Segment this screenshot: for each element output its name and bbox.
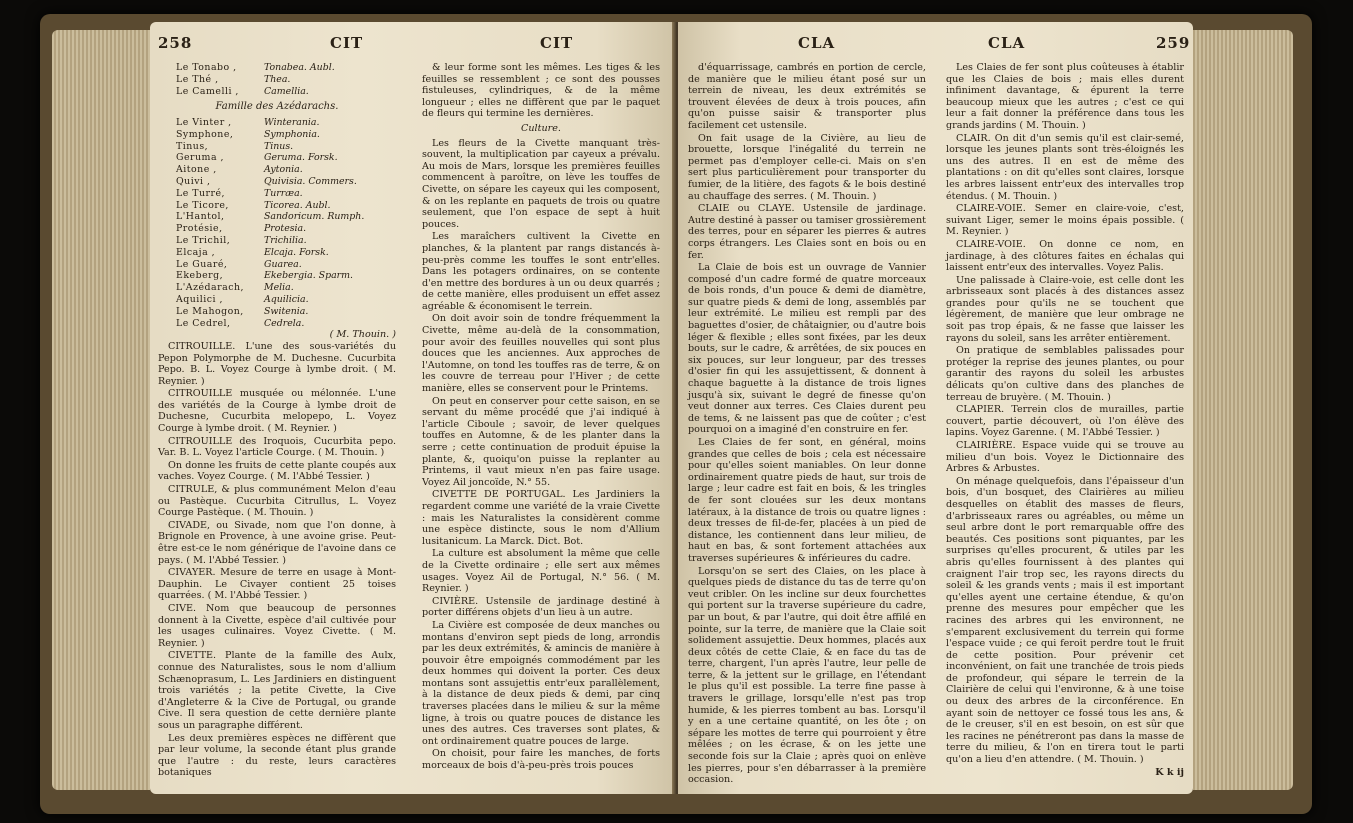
french-name: L'Azédarach, bbox=[176, 282, 244, 294]
latin-name: Melia. bbox=[264, 282, 294, 294]
french-name: Le Tonabo , bbox=[176, 62, 237, 73]
article-paragraph: CIVAYER. Mesure de terre en usage à Mont-Dauphin. Le Civayer contient 25 toises quarrées. ( M. l'Abbé Tessier. ) bbox=[158, 567, 396, 602]
synonym-list-family bbox=[158, 117, 396, 329]
article-paragraph: La Civière est composée de deux manches ou montans d'environ sept pieds de long, arrondis par les deux extrémités, & amincis de manière à pouvoir être empoignés commodément par les deux hommes qui doivent la porter. Ces deux montans sont assujettis entr'eux parallèlement, à la distance de deux pieds & demi, par cinq traverses placées dans le milieu & sur la même ligne, à trois ou quatre pouces de distance les unes des autres. Ces traverses sont plates, & ont ordinairement quatre pouces de large. bbox=[422, 619, 660, 747]
synonym-row bbox=[158, 200, 396, 212]
article-paragraph: & leur forme sont les mêmes. Les tiges & les feuilles se ressemblent ; ce sont des pousses fistuleuses, cylindriques, & de la même longueur ; elles ne diffèrent que par le paquet de fleurs qui termine les dernières. bbox=[422, 62, 660, 120]
latin-name: Geruma. Forsk. bbox=[264, 152, 338, 164]
right-col2-paragraphs bbox=[946, 62, 1184, 766]
left-column-1 bbox=[158, 62, 396, 780]
synonym-row bbox=[158, 318, 396, 330]
synonym-row bbox=[158, 223, 396, 235]
left-page-number: 258 bbox=[158, 34, 193, 52]
synonym-row bbox=[158, 306, 396, 318]
french-name: Le Guaré, bbox=[176, 258, 228, 270]
latin-name: Tonabea. Aubl. bbox=[264, 62, 335, 73]
french-name: Quivi , bbox=[176, 175, 211, 187]
french-name: Le Mahogon, bbox=[176, 305, 244, 317]
french-name: Symphone, bbox=[176, 128, 234, 140]
latin-name: Tinus. bbox=[264, 140, 294, 152]
synonym-row bbox=[158, 282, 396, 294]
signature-mark: K k ij bbox=[1155, 766, 1184, 778]
french-name: Le Cedrel, bbox=[176, 317, 231, 329]
article-paragraph: On peut en conserver pour cette saison, en se servant du même procédé que j'ai indiqué à l'article Ciboule ; savoir, de lever quelques touffes en Automne, & de les planter dans la serre ; cette continuation de produit épuise la plante, &, quoiqu'on puisse la replanter au Printems, il vaut mieux n'en pas faire usage. Voyez Ail joncoïde, N.° 55. bbox=[422, 395, 660, 488]
article-paragraph: Lorsqu'on se sert des Claies, on les place à quelques pieds de distance du tas de terre qu'on veut cribler. On les incline sur deux fourchettes qui portent sur la traverse supérieure du cadre, par un bout, & par l'autre, qui doit être affilé en pointe, sur la terre, de manière que la Claie soit solidement assujettie. Deux hommes, placés aux deux côtés de cette Claie, & en face du tas de terre, chargent, l'un après l'autre, leur pelle de terre, & la jettent sur le grillage, en l'étendant le plus qu'il est possible. La terre fine passe à travers le grillage, lorsqu'elle n'est pas trop humide, & les pierres tombent au bas. Lorsqu'il y en a une certaine quantité, on les ôte ; on sépare les mottes de terre qui pourroient y être mêlées ; on les écrase, & on les jette une seconde fois sur la Claie ; après quoi on enlève les pierres, pour s'en débarrasser à la première occasion. bbox=[688, 565, 926, 786]
article-paragraph: Les deux premières espèces ne diffèrent que par leur volume, la seconde étant plus grande que l'autre : du reste, leurs caractères botaniques bbox=[158, 732, 396, 779]
article-paragraph: Les maraîchers cultivent la Civette en planches, & la plantent par rangs distancés à-peu-près comme les touffes le sont entr'elles. Dans les potagers ordinaires, on se contente d'en mettre des bordures à un ou deux quarrés ; de cette manière, elles produisent un effet assez agréable & économisent le terrein. bbox=[422, 231, 660, 312]
french-name: Le Turré, bbox=[176, 187, 226, 199]
article-paragraph: On ménage quelquefois, dans l'épaisseur d'un bois, d'un bosquet, des Clairières au milieu desquelles on établit des masses de fleurs, d'arbrisseaux rares ou agréables, ou même un seul arbre dont le port remarquable offre des beautés. Ces positions sont piquantes, par les surprises qu'elles procurent, & utiles par les abris qu'elles fournissent à des plantes qui craignent l'air trop sec, les rayons directs du soleil & les grands vents ; mais il est important qu'elles ayent une certaine étendue, & qu'on prenne des mesures pour empêcher que les racines des arbres qui les environnent, ne s'emparent exclusivement du terrein qui forme l'espace vuide ; ce qui feroit perdre tout le fruit de cette position. Pour prévenir cet inconvénient, on fait une tranchée de trois pieds de profondeur, qui sépare le terrein de la Clairière de celui qui l'environne, & à une toise ou deux des arbres de la circonférence. En ayant soin de nettoyer ce fossé tous les ans, & de le creuser, s'il en est besoin, on est sûr que les racines ne pénétreront pas dans la masse de terre du milieu, & l'on en tirera tout le parti qu'on a lieu d'en attendre. ( M. Thouin. ) bbox=[946, 475, 1184, 766]
latin-name: Quivisia. Commers. bbox=[264, 175, 357, 187]
article-paragraph: La culture est absolument la même que celle de la Civette ordinaire ; elle sert aux mêmes usages. Voyez Ail de Portugal, N.° 56. ( M. Reynier. ) bbox=[422, 548, 660, 595]
french-name: Le Camelli , bbox=[176, 85, 239, 97]
synonym-row bbox=[158, 270, 396, 282]
article-paragraph: Les fleurs de la Civette manquant très-souvent, la multiplication par cayeux a prévalu. Au mois de Mars, lorsque les premières feuilles commencent à paroître, on lève les touffes de Civette, on sépare les cayeux qui les composent, & on les replante en paquets de trois ou quatre seulement, que l'on espace de sept à huit pouces. bbox=[422, 137, 660, 230]
article-paragraph: CIVETTE. Plante de la famille des Aulx, connue des Naturalistes, sous le nom d'allium Schænoprasum, L. Les Jardiniers en distinguent trois variétés ; la petite Civette, la Cive d'Angleterre & la Cive de Portugal, ou grande Cive. Il sera question de cette dernière plante sous un paragraphe différent. bbox=[158, 650, 396, 731]
article-paragraph: CIVIÈRE. Ustensile de jardinage destiné à porter différens objets d'un lieu à un autre. bbox=[422, 595, 660, 619]
article-paragraph: On donne les fruits de cette plante coupés aux vaches. Voyez Courge. ( M. l'Abbé Tessier. ) bbox=[158, 459, 396, 483]
latin-name: Cedrela. bbox=[264, 317, 305, 329]
family-title: Famille des Azédarachs. bbox=[215, 101, 339, 113]
french-name: Le Ticore, bbox=[176, 199, 229, 211]
article-paragraph: CIVETTE DE PORTUGAL. Les Jardiniers la regardent comme une variété de la vraie Civette : mais les Naturalistes la considèrent comme une espèce distincte, sous le nom d'Allium lusitanicum. La Marck. Dict. Bot. bbox=[422, 489, 660, 547]
article-paragraph: On fait usage de la Civière, au lieu de brouette, lorsque l'inégalité du terrein ne permet pas d'employer celle-ci. Mais on s'en sert plus particulièrement pour transporter du fumier, de la litière, des fagots & le bois destiné au chauffage des serres. ( M. Thouin. ) bbox=[688, 132, 926, 202]
left-col2-paragraphs bbox=[422, 138, 660, 772]
synonym-row bbox=[158, 176, 396, 188]
left-page-edges bbox=[52, 30, 150, 790]
latin-name: Turræa. bbox=[264, 187, 303, 199]
right-col1-paragraphs bbox=[688, 62, 926, 786]
article-paragraph: d'équarrissage, cambrés en portion de cercle, de manière que le milieu étant posé sur un terrein de niveau, les deux extrémités se trouvent élevées de deux à trois pouces, afin qu'on puisse saisir & transporter plus facilement cet ustensile. bbox=[688, 62, 926, 131]
right-page-edges bbox=[1193, 30, 1293, 790]
left-col2-intro bbox=[422, 62, 660, 120]
right-page bbox=[678, 22, 1193, 794]
french-name: Aitone , bbox=[176, 164, 217, 176]
french-name: Le Trichil, bbox=[176, 234, 231, 246]
synonym-row bbox=[158, 117, 396, 129]
latin-name: Elcaja. Forsk. bbox=[264, 246, 329, 258]
synonym-row bbox=[158, 74, 396, 86]
article-paragraph: On doit avoir soin de tondre fréquemment la Civette, même au-delà de la consommation, pour avoir des feuilles nouvelles qui sont plus douces que les anciennes. Aux approches de l'Automne, on tond les touffes ras de terre, & on les couvre de terreau pour l'Hiver ; de cette manière, elles se conservent pour le Printems. bbox=[422, 313, 660, 395]
latin-name: Symphonia. bbox=[264, 128, 320, 140]
french-name: Geruma , bbox=[176, 152, 224, 164]
latin-name: Guarea. bbox=[264, 258, 302, 270]
section-title-culture: Culture. bbox=[521, 122, 561, 134]
left-col1-paragraphs bbox=[158, 341, 396, 779]
article-paragraph: CITRULE, & plus communément Melon d'eau ou Pastèque. Cucurbita Citrullus, L. Voyez Courge Pastèque. ( M. Thouin. ) bbox=[158, 484, 396, 519]
right-page-number: 259 bbox=[1156, 34, 1191, 52]
french-name: L'Hantol, bbox=[176, 211, 225, 223]
article-paragraph: CLAIRIÈRE. Espace vuide qui se trouve au milieu d'un bois. Voyez le Dictionnaire des Arbres & Arbustes. bbox=[946, 440, 1184, 475]
latin-name: Winterania. bbox=[264, 116, 320, 128]
latin-name: Trichilia. bbox=[264, 234, 307, 246]
synonym-row bbox=[158, 294, 396, 306]
latin-name: Aquilicia. bbox=[264, 293, 309, 305]
left-running-head-2: CIT bbox=[540, 34, 574, 52]
latin-name: Camellia. bbox=[264, 85, 309, 97]
article-paragraph: CITROUILLE des Iroquois, Cucurbita pepo. Var. B. L. Voyez l'article Courge. ( M. Thouin. ) bbox=[158, 435, 396, 459]
latin-name: Aytonia. bbox=[264, 164, 303, 176]
article-paragraph: CLAIRE-VOIE. On donne ce nom, en jardinage, à des clôtures faites en échalas qui laissent entr'eux des intervalles. Voyez Palis. bbox=[946, 238, 1184, 274]
latin-name: Ekebergia. Sparm. bbox=[264, 270, 354, 282]
article-paragraph: CITROUILLE musquée ou mélonnée. L'une des variétés de la Courge à lymbe droit de Duchesne, Cucurbita melopepo, L. Voyez Courge à lymbe droit. ( M. Reynier. ) bbox=[158, 388, 396, 435]
french-name: Elcaja , bbox=[176, 246, 216, 258]
article-paragraph: CIVE. Nom que beaucoup de personnes donnent à la Civette, espèce d'ail cultivée pour les usages culinaires. Voyez Civette. ( M. Reynier. ) bbox=[158, 602, 396, 649]
synonym-row bbox=[158, 152, 396, 164]
french-name: Tinus, bbox=[176, 140, 209, 152]
french-name: Protésie, bbox=[176, 223, 223, 235]
left-page bbox=[150, 22, 675, 794]
french-name: Ekeberg, bbox=[176, 270, 224, 282]
latin-name: Protesia. bbox=[264, 223, 307, 235]
french-name: Aquilici , bbox=[176, 293, 224, 305]
article-paragraph: La Claie de bois est un ouvrage de Vannier composé d'un cadre formé de quatre morceaux de bois ronds, d'un pouce & demi de diamètre, sur quatre pieds & demi de long, assemblés par leur extrémité. Le milieu est rempli par des baguettes d'osier, de châtaignier, ou d'autre bois léger & flexible ; elles sont fixées, par les deux bouts, sur le cadre, & arrêtées, de six pouces en six pouces, sur leur longueur, par des tresses d'osier fin qui les assujettissent, & donnent à chaque baguette à la distance de trois lignes jusqu'à six, suivant le degré de finesse qu'on veut donner aux terres. Ces Claies durent peu de tems, & ne laissent pas que de coûter ; c'est pourquoi on a imaginé d'en construire en fer. bbox=[688, 262, 926, 436]
synonym-row bbox=[158, 129, 396, 141]
synonym-row bbox=[158, 235, 396, 247]
left-column-2 bbox=[422, 62, 660, 773]
synonym-row bbox=[158, 188, 396, 200]
right-running-head-2: CLA bbox=[988, 34, 1026, 52]
article-paragraph: CLAPIER. Terrein clos de murailles, partie couvert, partie découvert, où l'on élève des lapins. Voyez Garenne. ( M. l'Abbé Tessier. ) bbox=[946, 404, 1184, 439]
article-paragraph: Les Claies de fer sont plus coûteuses à établir que les Claies de bois ; mais elles durent infiniment davantage, & épurent la terre beaucoup mieux que les autres ; c'est ce qui leur a fait donner la préférence dans tous les grands jardins ( M. Thouin. ) bbox=[946, 62, 1184, 131]
left-running-head-1: CIT bbox=[330, 34, 364, 52]
latin-name: Ticorea. Aubl. bbox=[264, 199, 331, 211]
french-name: Le Thé , bbox=[176, 73, 219, 85]
synonym-row bbox=[158, 141, 396, 153]
article-paragraph: CLAIR. On dit d'un semis qu'il est clair-semé, lorsque les jeunes plants sont très-éloignés les uns des autres. Il en est de même des plantations : on dit qu'elles sont claires, lorsque les arbres laissent entr'eux des intervalles trop étendus. ( M. Thouin. ) bbox=[946, 132, 1184, 202]
latin-name: Thea. bbox=[264, 73, 291, 85]
synonym-row bbox=[158, 164, 396, 176]
latin-name: Sandoricum. Rumph. bbox=[264, 211, 365, 223]
article-paragraph: CLAIE ou CLAYE. Ustensile de jardinage. Autre destiné à passer ou tamiser grossièrement des terres, pour en séparer les pierres & autres corps étrangers. Les Claies sont en bois ou en fer. bbox=[688, 203, 926, 261]
french-name: Le Vinter , bbox=[176, 116, 232, 128]
article-paragraph: On pratique de semblables palissades pour protéger la reprise des jeunes plantes, ou pour garantir des rayons du soleil les arbustes délicats qu'on cultive dans des planches de terreau de bruyère. ( M. Thouin. ) bbox=[946, 345, 1184, 403]
right-running-head-1: CLA bbox=[798, 34, 836, 52]
synonym-list-top bbox=[158, 62, 396, 97]
right-column-1 bbox=[688, 62, 926, 787]
synonym-row bbox=[158, 247, 396, 259]
synonym-row bbox=[158, 259, 396, 271]
latin-name: Switenia. bbox=[264, 305, 309, 317]
article-paragraph: CITROUILLE. L'une des sous-variétés du Pepon Polymorphe de M. Duchesne. Cucurbita Pepo. B. L. Voyez Courge à lymbe droit. ( M. Reynier. ) bbox=[158, 340, 396, 387]
synonym-row bbox=[158, 211, 396, 223]
article-paragraph: Une palissade à Claire-voie, est celle dont les arbrisseaux sont placés à des distances assez grandes pour qu'ils ne se touchent que légèrement, de manière que leur ombrage ne soit pas trop épais, & ne fasse que laisser les rayons du soleil, sans les arrêter entièrement. bbox=[946, 274, 1184, 344]
article-paragraph: On choisit, pour faire les manches, de forts morceaux de bois d'à-peu-près trois pouces bbox=[422, 748, 660, 772]
article-paragraph: CLAIRE-VOIE. Semer en claire-voie, c'est, suivant Liger, semer le moins épais possible. ( M. Reynier. ) bbox=[946, 203, 1184, 238]
synonym-row bbox=[158, 86, 396, 98]
signature: ( M. Thouin. ) bbox=[329, 329, 396, 341]
article-paragraph: Les Claies de fer sont, en général, moins grandes que celles de bois ; cela est nécessaire pour qu'elles soient maniables. On leur donne ordinairement quatre pieds de haut, sur trois de large ; leur cadre est fait en bois, & les tringles de fer sont clouées sur les deux montans latéraux, à la distance de trois ou quatre lignes : deux tresses de fil-de-fer, placées à un pied de distance, les contiennent dans leur milieu, de haut en bas, & sont fortement attachées aux traverses supérieures & inférieures du cadre. bbox=[688, 437, 926, 564]
right-column-2 bbox=[946, 62, 1184, 778]
article-paragraph: CIVADE, ou Sivade, nom que l'on donne, à Brignole en Provence, à une avoine grise. Peut-être est-ce le nom générique de l'avoine dans ce pays. ( M. l'Abbé Tessier. ) bbox=[158, 519, 396, 566]
synonym-row bbox=[158, 62, 396, 74]
